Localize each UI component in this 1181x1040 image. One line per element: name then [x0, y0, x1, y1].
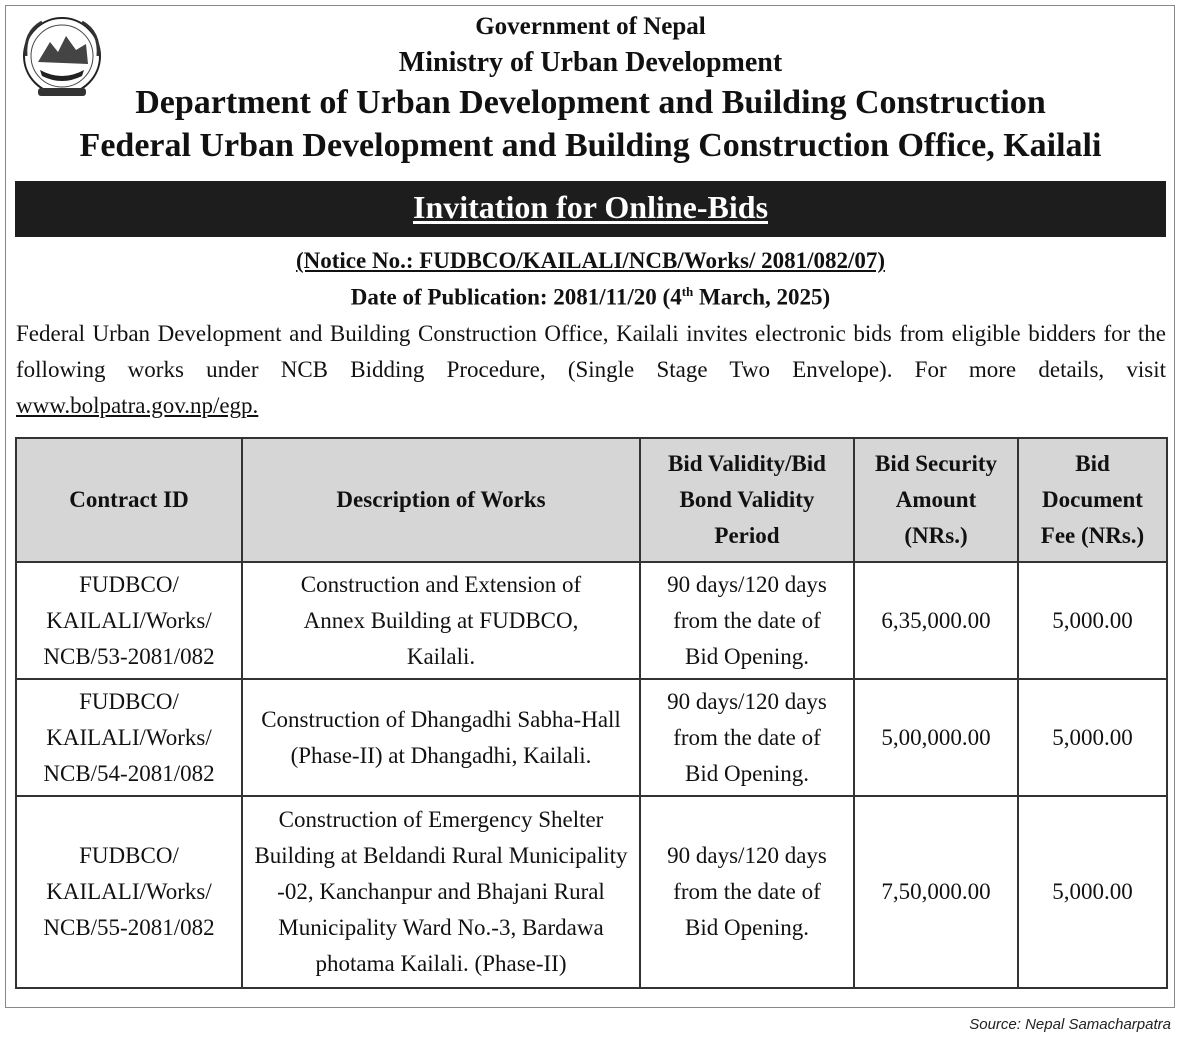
banner-title: Invitation for Online-Bids — [412, 189, 769, 225]
contract-id-cell — [16, 679, 242, 796]
validity-line: 90 days/120 days — [667, 571, 827, 597]
validity-line: Bid Opening. — [685, 760, 809, 786]
description-line: (Phase-II) at Dhangadhi, Kailali. — [290, 742, 592, 768]
table-header-row — [16, 438, 1167, 562]
description-line: photama Kailali. (Phase-II) — [315, 951, 567, 976]
table-row — [16, 562, 1167, 679]
description-line: Construction and Extension of — [300, 571, 582, 597]
description-cell — [242, 562, 640, 679]
description-line: Construction of Dhangadhi Sabha-Hall — [261, 706, 621, 732]
header-government: Government of Nepal — [475, 13, 706, 40]
document-fee-cell: 5,000.00 — [1018, 796, 1167, 988]
validity-line: Bid Opening. — [685, 915, 809, 940]
description-line: Annex Building at FUDBCO, — [303, 607, 579, 633]
document-fee-cell: 5,000.00 — [1018, 679, 1167, 796]
col-bid-security: Bid Security Amount (NRs.) — [854, 438, 1018, 562]
description-cell — [242, 679, 640, 796]
validity-line: 90 days/120 days — [667, 688, 827, 714]
publication-date-prefix: Date of Publication: 2081/11/20 (4 — [350, 284, 682, 310]
security-amount-cell: 7,50,000.00 — [854, 796, 1018, 988]
notice-number — [0, 248, 1181, 274]
description-line: Kailali. — [406, 643, 476, 669]
validity-line: from the date of — [673, 607, 821, 633]
bolpatra-link[interactable]: www.bolpatra.gov.np/egp. — [16, 393, 259, 418]
validity-line: from the date of — [673, 724, 821, 750]
security-amount-cell: 6,35,000.00 — [854, 562, 1018, 679]
col-document-fee: Bid Document Fee (NRs.) — [1018, 438, 1167, 562]
security-amount-cell: 5,00,000.00 — [854, 679, 1018, 796]
contract-id-cell — [16, 796, 242, 988]
description-cell — [242, 796, 640, 988]
contract-id-line: NCB/55-2081/082 — [43, 915, 215, 940]
publication-date-suffix: March, 2025) — [693, 284, 831, 310]
contract-id-line: KAILALI/Works/ — [46, 879, 212, 904]
contract-id-line: FUDBCO/ — [79, 571, 179, 597]
header-ministry: Ministry of Urban Development — [398, 47, 783, 78]
contract-id-line: NCB/53-2081/082 — [43, 643, 215, 669]
description-line: -02, Kanchanpur and Bhajani Rural — [277, 879, 605, 904]
source-credit: Source: Nepal Samacharpatra — [969, 1016, 1171, 1033]
validity-cell — [640, 679, 854, 796]
publication-date — [0, 284, 1181, 311]
description-line: Municipality Ward No.-3, Bardawa — [278, 915, 604, 940]
title-banner — [15, 181, 1166, 237]
bids-table — [15, 437, 1168, 989]
validity-cell — [640, 796, 854, 988]
intro-paragraph — [16, 316, 1166, 424]
publication-date-sup: th — [681, 284, 694, 299]
validity-cell — [640, 562, 854, 679]
validity-line: 90 days/120 days — [667, 843, 827, 868]
header-office: Federal Urban Development and Building Construction Office, Kailali — [79, 127, 1102, 164]
contract-id-cell — [16, 562, 242, 679]
document-fee-cell: 5,000.00 — [1018, 562, 1167, 679]
col-bid-validity: Bid Validity/Bid Bond Validity Period — [640, 438, 854, 562]
description-line: Construction of Emergency Shelter — [278, 807, 604, 832]
validity-line: from the date of — [673, 879, 821, 904]
intro-text: Federal Urban Development and Building Construction Office, Kailali invites electronic bids from eligible bidders for the following works under NCB Bidding Procedure, (Single Stage Two Envelope). For more details, visit — [16, 321, 1166, 382]
validity-line: Bid Opening. — [685, 643, 809, 669]
contract-id-line: KAILALI/Works/ — [46, 607, 212, 633]
contract-id-line: KAILALI/Works/ — [46, 724, 212, 750]
contract-id-line: FUDBCO/ — [79, 688, 179, 714]
notice-number-text: (Notice No.: FUDBCO/KAILALI/NCB/Works/ 2081/082/07) — [295, 248, 886, 273]
col-description: Description of Works — [242, 438, 640, 562]
table-row — [16, 679, 1167, 796]
description-line: Building at Beldandi Rural Municipality — [254, 843, 628, 868]
table-row — [16, 796, 1167, 988]
contract-id-line: NCB/54-2081/082 — [43, 760, 215, 786]
header-department: Department of Urban Development and Building Construction — [135, 84, 1046, 121]
contract-id-line: FUDBCO/ — [79, 843, 179, 868]
col-contract-id: Contract ID — [16, 438, 242, 562]
